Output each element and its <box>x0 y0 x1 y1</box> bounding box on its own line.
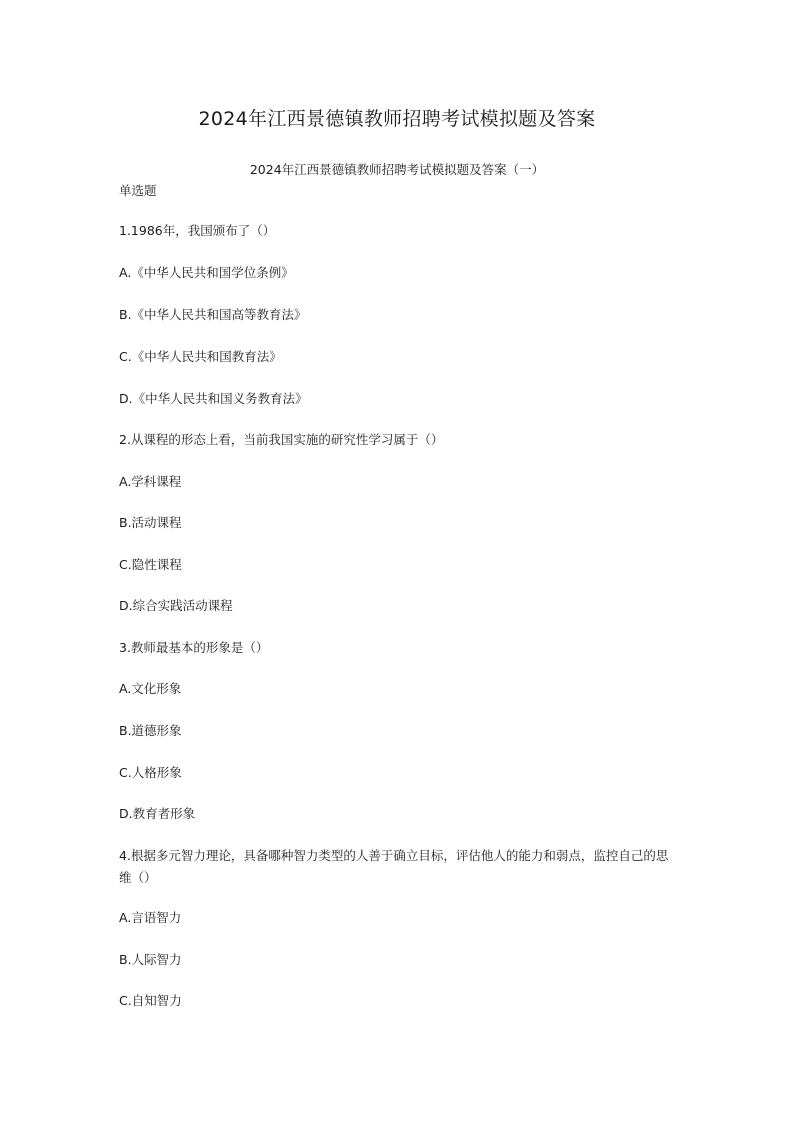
option-b: B.道德形象 <box>119 723 182 738</box>
question-stem: 4.根据多元智力理论，具备哪种智力类型的人善于确立目标，评估他人的能力和弱点，监控自己的思维（） <box>119 848 669 885</box>
option-d: D.综合实践活动课程 <box>119 598 233 613</box>
option-b: B.《中华人民共和国高等教育法》 <box>119 307 307 322</box>
option-a: A.学科课程 <box>119 474 182 489</box>
option-a: A.《中华人民共和国学位条例》 <box>119 265 294 280</box>
question-stem: 3.教师最基本的形象是（） <box>119 640 269 655</box>
document-title: 2024年江西景德镇教师招聘考试模拟题及答案 <box>198 108 596 130</box>
section-heading: 单选题 <box>119 183 157 198</box>
question-stem: 2.从课程的形态上看，当前我国实施的研究性学习属于（） <box>119 432 444 447</box>
option-d: D.《中华人民共和国义务教育法》 <box>119 391 308 406</box>
document-subtitle: 2024年江西景德镇教师招聘考试模拟题及答案（一） <box>249 162 545 177</box>
option-c: C.自知智力 <box>119 993 182 1008</box>
question-stem: 1.1986年，我国颁布了（） <box>119 223 276 238</box>
option-b: B.活动课程 <box>119 515 182 530</box>
option-a: A.文化形象 <box>119 681 182 696</box>
option-c: C.隐性课程 <box>119 557 182 572</box>
option-b: B.人际智力 <box>119 952 182 967</box>
option-d: D.教育者形象 <box>119 806 196 821</box>
option-c: C.《中华人民共和国教育法》 <box>119 349 282 364</box>
option-a: A.言语智力 <box>119 910 182 925</box>
option-c: C.人格形象 <box>119 765 182 780</box>
